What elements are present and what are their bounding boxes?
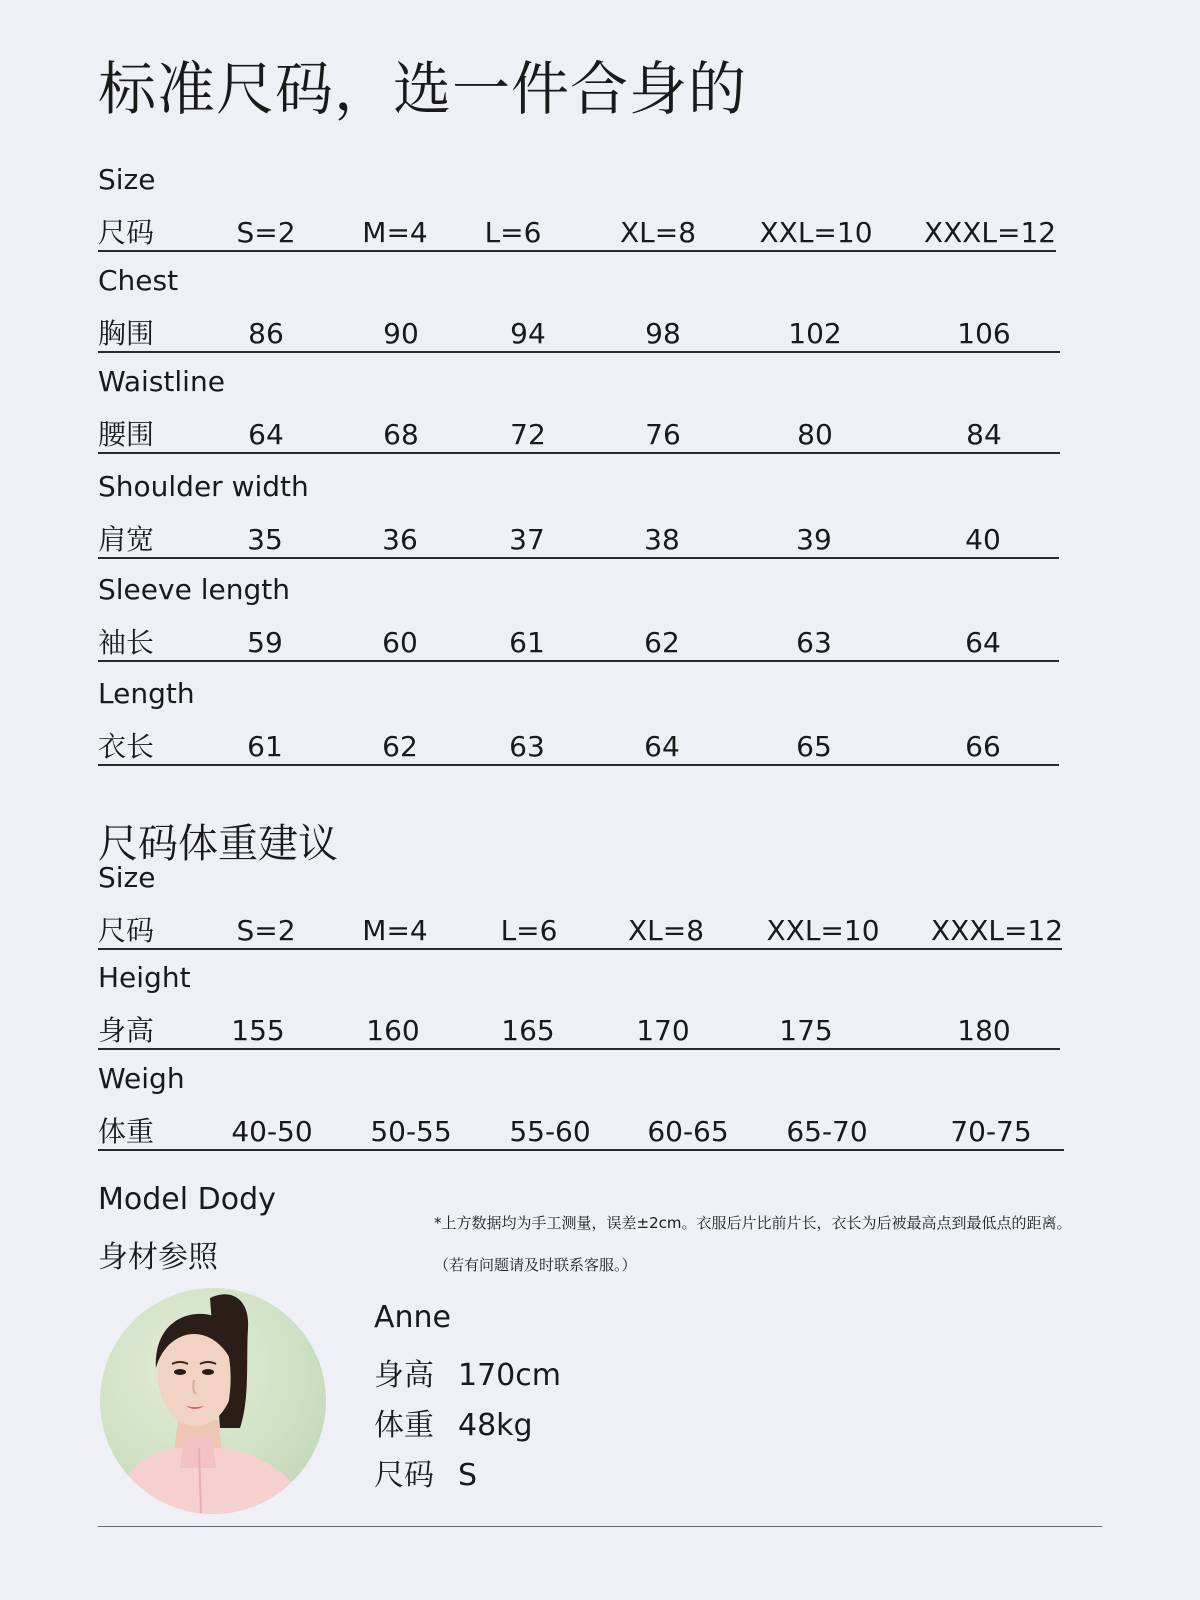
cell-value: 61 <box>247 730 283 763</box>
cell-value: 80 <box>797 418 833 451</box>
cell-value: 64 <box>965 626 1001 659</box>
cell-value: 65-70 <box>786 1115 868 1148</box>
model-heading-en: Model Dody <box>98 1182 276 1217</box>
row-label-zh: 胸围 <box>98 317 155 350</box>
row-label-zh: 身高 <box>98 1014 155 1047</box>
cell-value: 70-75 <box>950 1115 1032 1148</box>
cell-value: 175 <box>779 1014 833 1047</box>
cell-value: S=2 <box>236 216 296 249</box>
cell-value: M=4 <box>362 914 428 947</box>
weight-table-row <box>98 1059 1064 1151</box>
cell-value: 65 <box>796 730 832 763</box>
size-table-row <box>98 674 1059 766</box>
cell-value: 63 <box>509 730 545 763</box>
cell-value: 160 <box>366 1014 420 1047</box>
cell-value: 64 <box>644 730 680 763</box>
cell-value: XL=8 <box>627 914 705 947</box>
cell-value: XXXL=12 <box>923 216 1057 249</box>
model-height-label: 身高 <box>374 1358 434 1393</box>
cell-value: 106 <box>957 317 1011 350</box>
row-label-en: Size <box>98 163 156 196</box>
cell-value: 35 <box>247 523 283 556</box>
row-label-en: Waistline <box>98 365 225 398</box>
cell-value: 61 <box>509 626 545 659</box>
cell-value: 39 <box>796 523 832 556</box>
cell-value: XXL=10 <box>759 216 873 249</box>
model-portrait-icon <box>100 1288 326 1514</box>
row-label-en: Chest <box>98 264 179 297</box>
cell-value: 36 <box>382 523 418 556</box>
model-weight-label: 体重 <box>374 1408 434 1443</box>
model-size-label: 尺码 <box>374 1458 434 1493</box>
cell-value: 55-60 <box>509 1115 591 1148</box>
row-label-en: Height <box>98 961 191 994</box>
row-label-zh: 衣长 <box>98 730 155 763</box>
cell-value: L=6 <box>500 914 558 947</box>
cell-value: 102 <box>788 317 842 350</box>
cell-value: 37 <box>509 523 545 556</box>
size-table-row <box>98 362 1060 454</box>
row-label-en: Length <box>98 677 195 710</box>
cell-value: 66 <box>965 730 1001 763</box>
model-heading-zh: 身材参照 <box>98 1240 218 1275</box>
cell-value: 59 <box>247 626 283 659</box>
model-size <box>374 1450 477 1494</box>
cell-value: 94 <box>510 317 546 350</box>
cell-value: XXXL=12 <box>930 914 1064 947</box>
cell-value: 62 <box>382 730 418 763</box>
row-label-en: Shoulder width <box>98 470 309 503</box>
row-label-en: Size <box>98 861 156 894</box>
size-table-row <box>98 160 1056 252</box>
row-label-zh: 肩宽 <box>98 523 155 556</box>
model-weight <box>374 1400 533 1444</box>
cell-value: XXL=10 <box>766 914 880 947</box>
size-table-row <box>98 570 1059 662</box>
model-size-value: S <box>458 1458 478 1493</box>
model-photo <box>100 1288 326 1514</box>
cell-value: 63 <box>796 626 832 659</box>
cell-value: 72 <box>510 418 546 451</box>
page-title: 标准尺码，选一件合身的 <box>98 55 748 123</box>
cell-value: 165 <box>501 1014 555 1047</box>
cell-value: L=6 <box>484 216 542 249</box>
cell-value: 64 <box>248 418 284 451</box>
model-height-value: 170cm <box>458 1358 561 1393</box>
row-label-en: Weigh <box>98 1062 185 1095</box>
cell-value: 76 <box>645 418 681 451</box>
section-title: 尺码体重建议 <box>98 821 338 867</box>
row-label-zh: 尺码 <box>98 216 155 249</box>
model-name: Anne <box>374 1300 452 1335</box>
cell-value: 62 <box>644 626 680 659</box>
size-table-row <box>98 467 1059 559</box>
cell-value: 86 <box>248 317 284 350</box>
cell-value: 50-55 <box>370 1115 452 1148</box>
size-table-row <box>98 261 1060 353</box>
cell-value: 40 <box>965 523 1001 556</box>
model-height <box>374 1350 561 1394</box>
weight-table-row <box>98 858 1062 950</box>
cell-value: 155 <box>231 1014 285 1047</box>
cell-value: 60 <box>382 626 418 659</box>
cell-value: 98 <box>645 317 681 350</box>
cell-value: 40-50 <box>231 1115 313 1148</box>
cell-value: 90 <box>383 317 419 350</box>
cell-value: 170 <box>636 1014 690 1047</box>
cell-value: 180 <box>957 1014 1011 1047</box>
model-weight-value: 48kg <box>458 1408 533 1443</box>
cell-value: 68 <box>383 418 419 451</box>
weight-table-row <box>98 958 1060 1050</box>
cell-value: S=2 <box>236 914 296 947</box>
cell-value: M=4 <box>362 216 428 249</box>
cell-value: 38 <box>644 523 680 556</box>
row-label-zh: 体重 <box>98 1115 155 1148</box>
row-label-en: Sleeve length <box>98 573 290 606</box>
cell-value: 60-65 <box>647 1115 729 1148</box>
row-label-zh: 尺码 <box>98 914 155 947</box>
cell-value: 84 <box>966 418 1002 451</box>
row-label-zh: 腰围 <box>98 418 155 451</box>
cell-value: XL=8 <box>619 216 697 249</box>
divider <box>98 1526 1102 1527</box>
row-label-zh: 袖长 <box>98 626 155 659</box>
measurement-note: *上方数据均为手工测量，误差±2cm。衣服后片比前片长，衣长为后被最高点到最低点的距离。（若有问题请及时联系客服。） <box>434 1214 1072 1274</box>
